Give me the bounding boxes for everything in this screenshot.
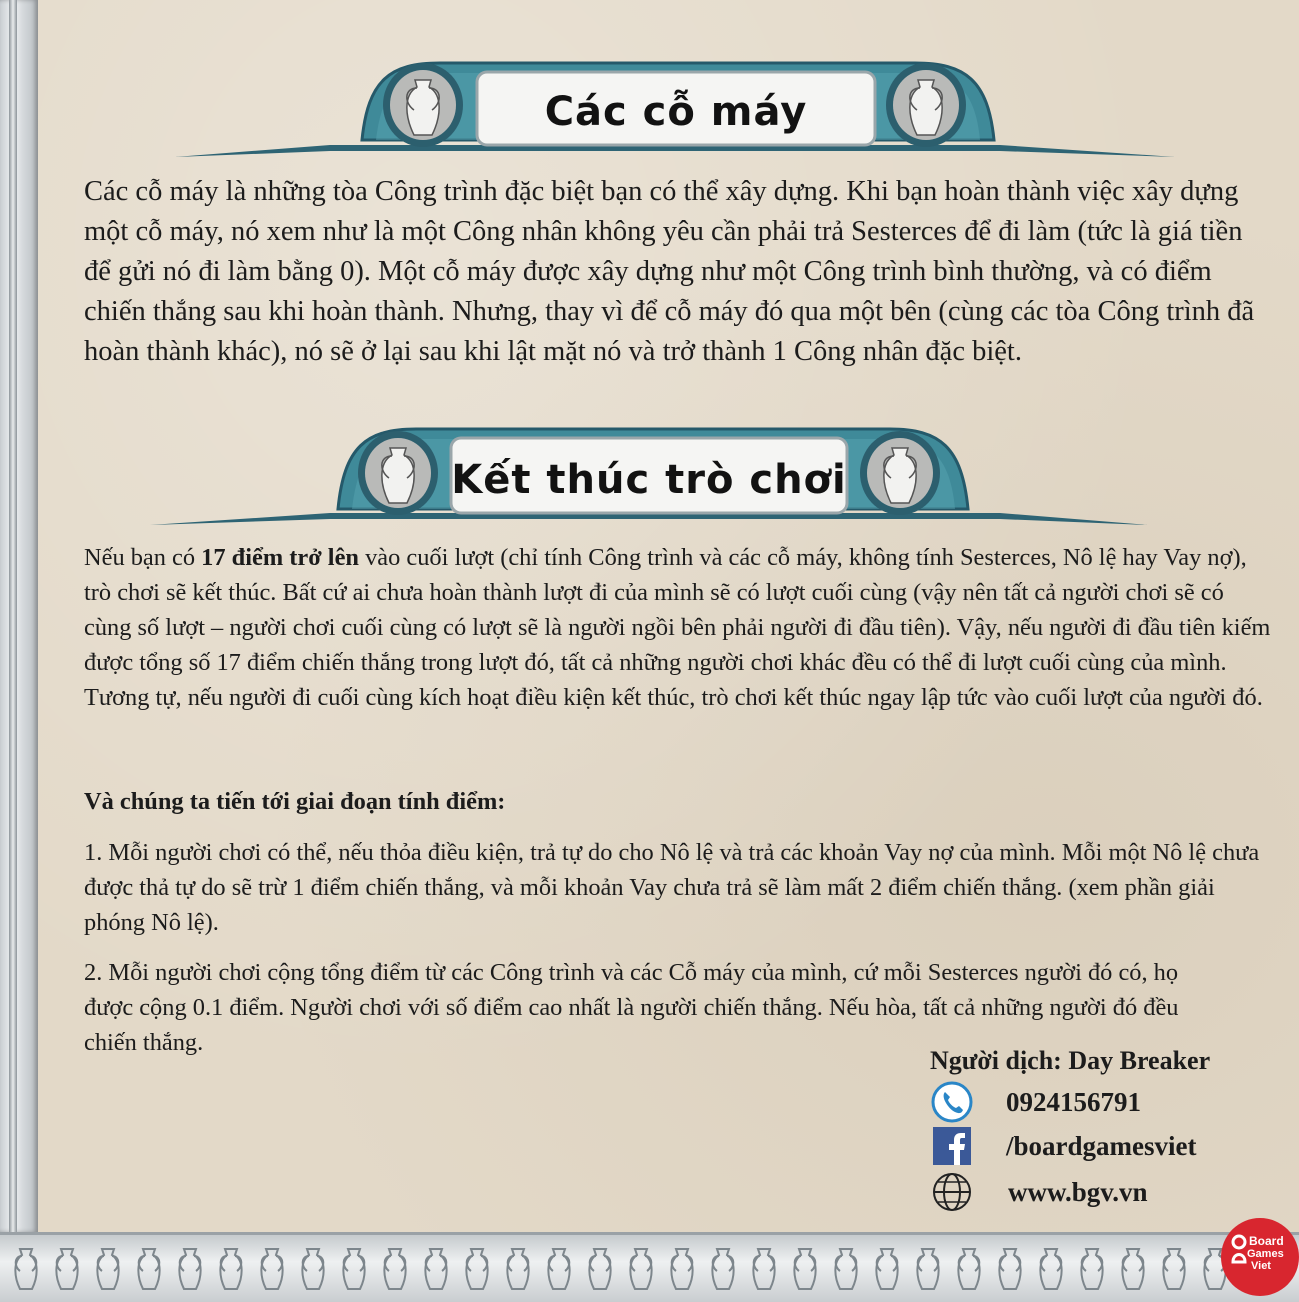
amphora-icon	[1036, 1245, 1066, 1293]
website-url: www.bgv.vn	[1008, 1176, 1148, 1207]
amphora-icon	[175, 1245, 205, 1293]
amphora-icon	[52, 1245, 82, 1293]
amphora-icon	[995, 1245, 1025, 1293]
translator-credit: Người dịch: Day Breaker	[930, 1046, 1211, 1075]
amphora-icon	[298, 1245, 328, 1293]
left-stone-border	[0, 0, 38, 1232]
amphora-icon	[134, 1245, 164, 1293]
amphora-icon	[216, 1245, 246, 1293]
amphora-icon	[831, 1245, 861, 1293]
scoring-step-1: 1. Mỗi người chơi có thể, nếu thỏa điều kiện, trả tự do cho Nô lệ và trả các khoản Vay nợ của mình. Mỗi một Nô lệ chưa được thả tự do sẽ trừ 1 điểm chiến thắng, và mỗi khoản Vay chưa trả sẽ làm mất 2 điểm chiến thắng. (xem phần giải phóng Nô lệ).	[84, 839, 1260, 936]
facebook-page: /boardgamesviet	[1006, 1130, 1197, 1161]
website-row	[930, 1170, 1148, 1214]
amphora-icon	[910, 80, 942, 135]
phone-icon	[930, 1080, 974, 1124]
amphora-icon	[884, 448, 916, 503]
amphora-icon	[954, 1245, 984, 1293]
amphora-icon	[872, 1245, 902, 1293]
amphora-icon	[790, 1245, 820, 1293]
section-title: Các cỗ máy	[544, 89, 808, 135]
amphora-icon	[339, 1245, 369, 1293]
amphora-icon	[93, 1245, 123, 1293]
amphora-icon	[503, 1245, 533, 1293]
facebook-icon	[930, 1124, 974, 1168]
bottom-amphora-frieze	[0, 1232, 1299, 1302]
board-games-viet-logo	[1221, 1218, 1299, 1296]
scoring-step-2: 2. Mỗi người chơi cộng tổng điểm từ các Công trình và các Cỗ máy của mình, cứ mỗi Sesterces người đó có, họ được cộng 0.1 điểm. Người chơi với số điểm cao nhất là người chiến thắng. Nếu hòa, tất cả những người đó đều chiến thắng.	[84, 959, 1179, 1056]
intro-text-rest: vào cuối lượt (chỉ tính Công trình và các cỗ máy, không tính Sesterces, Nô lệ hay Vay nợ), trò chơi sẽ kết thúc. Bất cứ ai chưa hoàn thành lượt đi của mình sẽ có lượt cuối cùng (vậy nên tất cả người chơi sẽ có cùng số lượt – người chơi cuối cùng có lượt sẽ là người ngồi bên phải người đi đầu tiên). Vậy, nếu người đi đầu tiên kiếm được tổng số 17 điểm chiến thắng trong lượt đó, tất cả những người chơi khác đều có thể đi lượt cuối cùng của mình. Tương tự, nếu người đi cuối cùng kích hoạt điều kiện kết thúc, trò chơi kết thúc ngay lập tức vào cuối lượt của người đó.	[84, 544, 1271, 711]
facebook-row	[930, 1124, 1196, 1168]
amphora-icon	[1118, 1245, 1148, 1293]
phone-number: 0924156791	[1006, 1086, 1141, 1117]
amphora-icon	[667, 1245, 697, 1293]
phone-row	[930, 1080, 1141, 1124]
amphora-icon	[626, 1245, 656, 1293]
amphora-icon	[913, 1245, 943, 1293]
logo-word-board: Board	[1249, 1234, 1284, 1248]
amphora-icon	[544, 1245, 574, 1293]
scoring-heading: Và chúng ta tiến tới giai đoạn tính điểm:	[84, 788, 506, 815]
amphora-icon	[708, 1245, 738, 1293]
amphora-icon	[1077, 1245, 1107, 1293]
amphora-icon	[407, 80, 439, 135]
amphora-icon	[462, 1245, 492, 1293]
game-end-paragraph	[84, 540, 1274, 715]
amphora-icon	[585, 1245, 615, 1293]
intro-text: Nếu bạn có	[84, 544, 202, 571]
amphora-icon	[749, 1245, 779, 1293]
amphora-icon	[11, 1245, 41, 1293]
globe-icon	[930, 1170, 974, 1214]
amphora-icon	[380, 1245, 410, 1293]
logo-word-viet: Viet	[1251, 1260, 1271, 1272]
section-title: Kết thúc trò chơi	[451, 457, 847, 503]
section-banner-game-end	[0, 421, 1299, 531]
amphora-icon	[421, 1245, 451, 1293]
points-threshold: 17 điểm trở lên	[201, 544, 359, 571]
section-banner-machines	[0, 55, 1299, 165]
amphora-icon	[257, 1245, 287, 1293]
logo-word-games: Games	[1247, 1248, 1284, 1260]
machines-paragraph: Các cỗ máy là những tòa Công trình đặc biệt bạn có thể xây dựng. Khi bạn hoàn thành việc xây dựng một cỗ máy, nó xem như là một Công nhân không yêu cần phải trả Sesterces để đi làm (tức là giá tiền để gửi nó đi làm bằng 0). Một cỗ máy được xây dựng như một Công trình bình thường, và có điểm chiến thắng sau khi hoàn thành. Nhưng, thay vì để cỗ máy đó qua một bên (cùng các tòa Công trình đã hoàn thành khác), nó sẽ ở lại sau khi lật mặt nó và trở thành 1 Công nhân đặc biệt.	[84, 176, 1255, 367]
amphora-icon	[382, 448, 414, 503]
amphora-icon	[1159, 1245, 1189, 1293]
